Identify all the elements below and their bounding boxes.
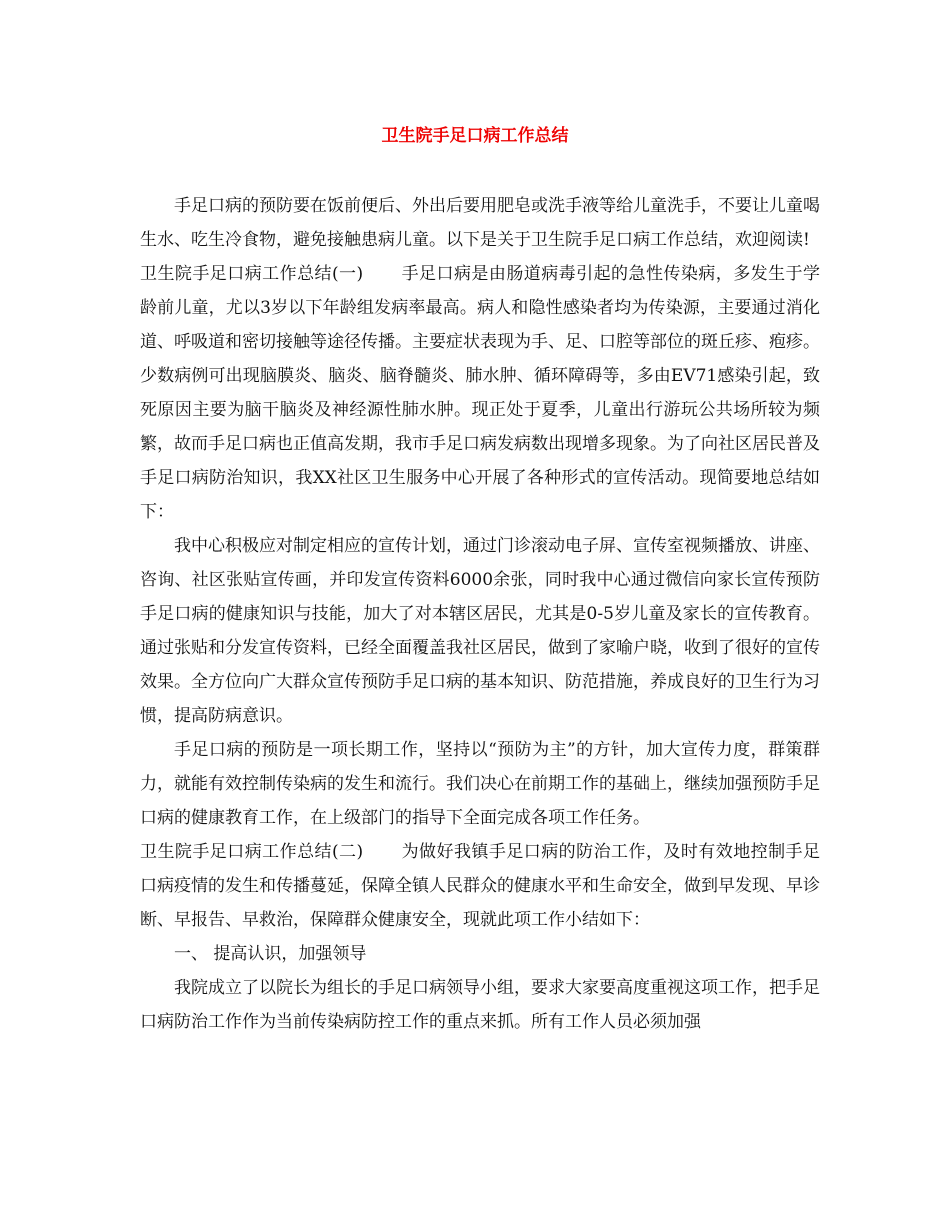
section-2-text: 为做好我镇手足口病的防治工作，及时有效地控制手足口病疫情的发生和传播蔓延，保障全镇人民群众的健康水平和生命安全，做到早发现、早诊断、早报告、早救治，保障群众健康安全，现就此项工作小结如下：	[140, 842, 821, 930]
publicity-paragraph: 我中心积极应对制定相应的宣传计划，通过门诊滚动电子屏、宣传室视频播放、讲座、咨询、社区张贴宣传画，并印发宣传资料6000余张，同时我中心通过微信向家长宣传预防手足口病的健康知识与技能，加大了对本辖区居民，尤其是0-5岁儿童及家长的宣传教育。通过张贴和分发宣传资料，已经全面覆盖我社区居民，做到了家喻户晓，收到了很好的宣传效果。全方位向广大群众宣传预防手足口病的基本知识、防范措施，养成良好的卫生行为习惯，提高防病意识。	[140, 536, 820, 726]
prevention-paragraph: 手足口病的预防是一项长期工作，坚持以“预防为主”的方针，加大宣传力度，群策群力，就能有效控制传染病的发生和流行。我们决心在前期工作的基础上，继续加强预防手足口病的健康教育工作，在上级部门的指导下全面完成各项工作任务。	[140, 740, 820, 828]
section-1-text: 手足口病是由肠道病毒引起的急性传染病，多发生于学龄前儿童，尤以3岁以下年龄组发病率最高。病人和隐性感染者均为传染源，主要通过消化道、呼吸道和密切接触等途径传播。主要症状表现为手、足、口腔等部位的斑丘疹、疱疹。少数病例可出现脑膜炎、脑炎、脑脊髓炎、肺水肿、循环障碍等，多由EV71感染引起，致死原因主要为脑干脑炎及神经源性肺水肿。现正处于夏季，儿童出行游玩公共场所较为频繁，故而手足口病也正值高发期，我市手足口病发病数出现增多现象。为了向社区居民普及手足口病防治知识，我XX社区卫生服务中心开展了各种形式的宣传活动。现简要地总结如下：	[140, 264, 821, 522]
section-2-heading: 卫生院手足口病工作总结(二)	[140, 842, 364, 862]
document-title: 卫生院手足口病工作总结	[381, 126, 569, 146]
section-1-paragraph	[140, 257, 820, 529]
list-item-1: 一、 提高认识，加强领导	[174, 944, 367, 964]
leadership-paragraph: 我院成立了以院长为组长的手足口病领导小组，要求大家要高度重视这项工作，把手足口病防治工作作为当前传染病防控工作的重点来抓。所有工作人员必须加强	[140, 978, 820, 1032]
document-body	[140, 189, 820, 1039]
intro-paragraph: 手足口病的预防要在饭前便后、外出后要用肥皂或洗手液等给儿童洗手，不要让儿童喝生水、吃生冷食物，避免接触患病儿童。以下是关于卫生院手足口病工作总结，欢迎阅读!	[140, 196, 820, 250]
section-1-heading: 卫生院手足口病工作总结(一)	[140, 264, 364, 284]
section-2-paragraph	[140, 835, 820, 937]
